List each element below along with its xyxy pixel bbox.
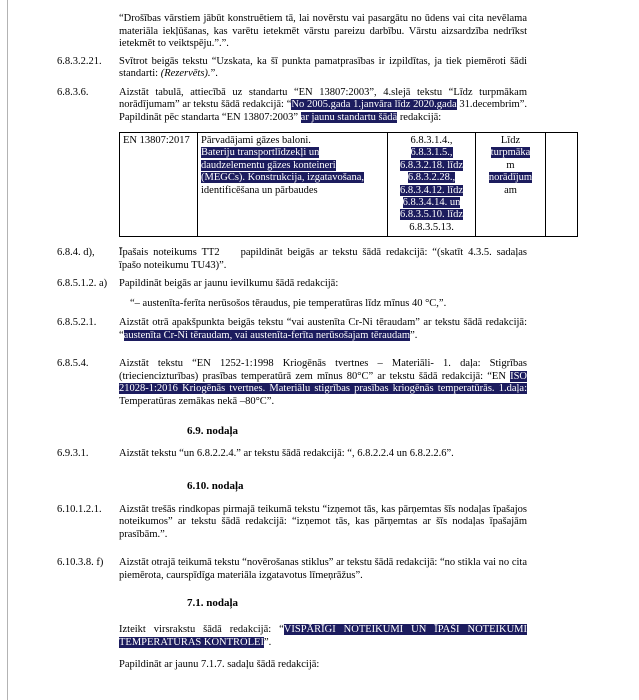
clause-text: Aizstāt otrajā teikumā tekstu “novērošanas stiklus” ar tekstu šādā redakcijā: “no stikla vai no cita piemērota, caurspīdīga materiāla izgatavotus līmeņrāžus”. — [119, 557, 527, 581]
table-row — [120, 133, 578, 237]
clause-text: Svītrot beigās tekstu “Uzskata, ka šī punkta pamatprasības ir izpildītas, ja tiek piemēroti šādi standarti: (Rezervēts).”. — [119, 55, 527, 79]
clause-text: Aizstāt trešās rindkopas pirmajā teikumā tekstu “izņemot tās, kas pārņemtas šīs nodaļas īpašajos noteikumos” ar tekstu šādā redakcijā: “izņemot tās, kas pārņemtas ar šīs nodaļas īpašajām prasībām.”. — [119, 503, 527, 540]
standards-table — [119, 132, 578, 237]
clause-text: Aizstāt otrā apakšpunkta beigās tekstu “vai austenīta Cr-Ni tēraudam” ar tekstu šādā redakcijā: “austenīta Cr-Ni tēraudam, vai austenīta-ferīta nerūsošajam tēraudam”. — [119, 317, 527, 341]
clause-number: 6.8.3.6. — [57, 86, 89, 98]
applicable-subsections-cell: 6.8.3.1.4., 6.8.3.1.5., 6.8.3.2.18. līdz 6.8.3.2.28., 6.8.3.4.12. līdz 6.8.3.4.14. un 6.8.3.5.10. līdz 6.8.3.5.13. — [388, 133, 476, 237]
clause-number: 6.8.4. d), — [57, 247, 95, 259]
heading-replacement-paragraph: Izteikt virsrakstu šādā redakcijā: “VISPĀRĪGI NOTEIKUMI UN ĪPAŠI NOTEIKUMI TEMPERATŪRAS KONTROLEI”. — [119, 624, 528, 648]
standard-title-cell: Pārvadājami gāzes baloni. Bateriju transportlīdzekļi un daudzelementu gāzes konteineri (MEGCs). Konstrukcija, izgatavošana, identificēšana un pārbaudes — [198, 133, 388, 237]
empty-cell — [546, 133, 578, 237]
clause — [57, 56, 527, 81]
quoted-intro-paragraph: “Drošības vārstiem jābūt konstruētiem tā, lai novērstu vai pasargātu no ūdens vai cita nevēlama materiāla iekļūšanas, kas varētu ietekmēt vārstu pareizu darbību. Vārstu aizsardzība nedrīkst ietekmēt to veiktspēju.”.”. — [119, 13, 527, 49]
indent-quote-paragraph: “– austenīta-ferīta nerūsošos tēraudus, pie temperatūras līdz mīnus 40 °C,”. — [130, 297, 447, 309]
clause-number: 6.8.5.2.1. — [57, 317, 97, 329]
clause-number: 6.10.3.8. f) — [57, 557, 104, 569]
validity-cell: Līdz turpmāka m norādījum am — [476, 133, 546, 237]
clause-number: 6.9.3.1. — [57, 448, 89, 460]
clause — [57, 87, 527, 125]
closing-paragraph: Papildināt ar jaunu 7.1.7. sadaļu šādā redakcijā: — [119, 659, 320, 671]
clause — [57, 448, 527, 461]
clause-number: 6.10.1.2.1. — [57, 503, 102, 515]
clause — [57, 557, 527, 582]
clause-number: 6.8.3.2.21. — [57, 55, 102, 67]
clause-text: Īpašais noteikums TT2 papildināt beigās ar tekstu šādā redakcijā: “(skatīt 4.3.5. sadaļas īpašo noteikumu TU43)”. — [119, 247, 527, 271]
chapter-heading: 7.1. nodaļa — [187, 597, 239, 610]
clause — [57, 358, 527, 408]
clause-text: Aizstāt tekstu “EN 1252-1:1998 Kriogēnās tvertnes – Materiāli- 1. daļa: Stigrības (trieciencizturības) prasības temperatūrā zem mīnus 80°C” ar tekstu šādā redakcijā: “EN ISO 21028-1:2016 Kriogēnās tvertnes. Materiālu stigrības prasības kriogēnās temperatūrās. 1.daļa: Temperatūras zemākas nekā –80°C”. — [119, 358, 527, 407]
clause-number: 6.8.5.1.2. a) — [57, 278, 108, 290]
chapter-heading: 6.10. nodaļa — [187, 479, 244, 492]
clause — [57, 278, 527, 291]
clause-text: Papildināt beigās ar jaunu ievilkumu šādā redakcijā: — [119, 278, 339, 290]
chapter-heading: 6.9. nodaļa — [187, 425, 239, 438]
clause-number: 6.8.5.4. — [57, 358, 89, 370]
clause — [57, 317, 527, 342]
standard-ref-cell: EN 13807:2017 — [120, 133, 198, 237]
clause — [57, 504, 527, 542]
clause — [57, 247, 527, 272]
clause-text: Aizstāt tabulā, attiecībā uz standartu “EN 13807:2003”, 4.slejā tekstu “Līdz turpmākam norādījumam” ar tekstu šādā redakcijā: “No 2005.gada 1.janvāra līdz 2020.gada 31.decembrim”. Papildināt pēc standarta “EN 13807:2003” ar jaunu standartu šādā redakcijā: — [119, 86, 528, 123]
clause-text: Aizstāt tekstu “un 6.8.2.2.4.” ar tekstu šādā redakcijā: “, 6.8.2.2.4 un 6.8.2.2.6”. — [119, 448, 454, 460]
